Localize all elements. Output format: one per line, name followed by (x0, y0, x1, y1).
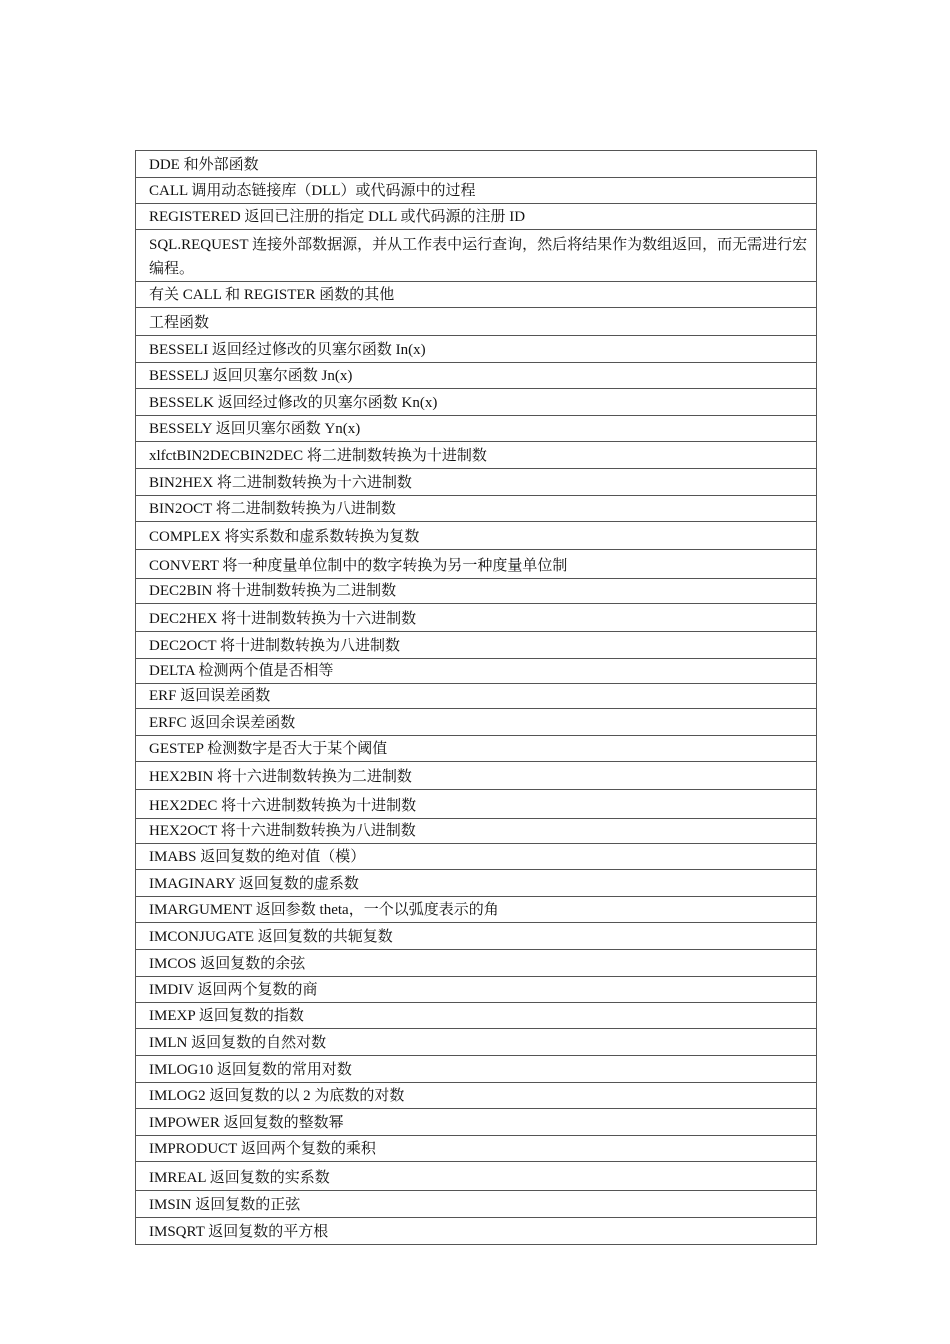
table-row (136, 579, 817, 604)
function-cell: HEX2DEC 将十六进制数转换为十进制数 (136, 790, 817, 819)
table-row (136, 977, 817, 1003)
function-cell: SQL.REQUEST 连接外部数据源，并从工作表中运行查询，然后将结果作为数组返回，而无需进行宏编程。 (136, 230, 817, 282)
function-cell: IMPRODUCT 返回两个复数的乘积 (136, 1136, 817, 1162)
function-cell: HEX2BIN 将十六进制数转换为二进制数 (136, 762, 817, 790)
function-cell: 工程函数 (136, 308, 817, 336)
function-cell: IMCONJUGATE 返回复数的共轭复数 (136, 923, 817, 950)
function-cell: IMLN 返回复数的自然对数 (136, 1029, 817, 1056)
table-row (136, 1191, 817, 1218)
function-cell: GESTEP 检测数字是否大于某个阈值 (136, 736, 817, 762)
table-row (136, 1136, 817, 1162)
function-cell: HEX2OCT 将十六进制数转换为八进制数 (136, 819, 817, 844)
table-row (136, 389, 817, 416)
table-row (136, 897, 817, 923)
function-cell: IMAGINARY 返回复数的虚系数 (136, 870, 817, 897)
function-cell: BIN2HEX 将二进制数转换为十六进制数 (136, 469, 817, 496)
function-cell: ERF 返回误差函数 (136, 684, 817, 709)
table-row (136, 1003, 817, 1029)
table-row (136, 1109, 817, 1136)
table-row (136, 950, 817, 977)
table-row (136, 870, 817, 897)
table-row (136, 282, 817, 308)
table-row (136, 762, 817, 790)
table-row (136, 496, 817, 522)
function-table-body (136, 151, 817, 1245)
function-cell: BESSELJ 返回贝塞尔函数 Jn(x) (136, 363, 817, 389)
table-row (136, 684, 817, 709)
table-row (136, 632, 817, 659)
function-cell: IMSIN 返回复数的正弦 (136, 1191, 817, 1218)
function-cell: BESSELY 返回贝塞尔函数 Yn(x) (136, 416, 817, 442)
table-row (136, 1056, 817, 1083)
table-row (136, 522, 817, 550)
function-cell: BESSELI 返回经过修改的贝塞尔函数 In(x) (136, 336, 817, 363)
table-row (136, 790, 817, 819)
table-row (136, 1083, 817, 1109)
table-row (136, 1029, 817, 1056)
function-cell: IMARGUMENT 返回参数 theta，一个以弧度表示的角 (136, 897, 817, 923)
function-cell: IMSQRT 返回复数的平方根 (136, 1218, 817, 1245)
table-row (136, 604, 817, 632)
function-cell: IMLOG2 返回复数的以 2 为底数的对数 (136, 1083, 817, 1109)
function-cell: IMCOS 返回复数的余弦 (136, 950, 817, 977)
function-cell: DEC2BIN 将十进制数转换为二进制数 (136, 579, 817, 604)
table-row (136, 736, 817, 762)
function-table (135, 150, 817, 1245)
table-row (136, 363, 817, 389)
function-cell: COMPLEX 将实系数和虚系数转换为复数 (136, 522, 817, 550)
function-cell: CALL 调用动态链接库（DLL）或代码源中的过程 (136, 178, 817, 204)
function-cell: DEC2OCT 将十进制数转换为八进制数 (136, 632, 817, 659)
function-cell: IMREAL 返回复数的实系数 (136, 1162, 817, 1191)
table-row (136, 204, 817, 230)
function-cell: IMDIV 返回两个复数的商 (136, 977, 817, 1003)
function-cell: DDE 和外部函数 (136, 151, 817, 178)
table-row (136, 416, 817, 442)
function-cell: IMLOG10 返回复数的常用对数 (136, 1056, 817, 1083)
function-cell: ERFC 返回余误差函数 (136, 709, 817, 736)
table-row (136, 923, 817, 950)
function-cell: CONVERT 将一种度量单位制中的数字转换为另一种度量单位制 (136, 550, 817, 579)
function-cell: DEC2HEX 将十进制数转换为十六进制数 (136, 604, 817, 632)
table-row (136, 1218, 817, 1245)
table-row (136, 844, 817, 870)
table-row (136, 709, 817, 736)
table-row (136, 178, 817, 204)
table-row (136, 336, 817, 363)
table-row (136, 550, 817, 579)
table-row (136, 1162, 817, 1191)
function-cell: DELTA 检测两个值是否相等 (136, 659, 817, 684)
table-row (136, 442, 817, 469)
function-cell: BIN2OCT 将二进制数转换为八进制数 (136, 496, 817, 522)
table-row (136, 151, 817, 178)
function-cell: IMPOWER 返回复数的整数幂 (136, 1109, 817, 1136)
function-cell: IMEXP 返回复数的指数 (136, 1003, 817, 1029)
table-row (136, 819, 817, 844)
table-row (136, 659, 817, 684)
function-cell: 有关 CALL 和 REGISTER 函数的其他 (136, 282, 817, 308)
function-cell: REGISTERED 返回已注册的指定 DLL 或代码源的注册 ID (136, 204, 817, 230)
function-cell: xlfctBIN2DECBIN2DEC 将二进制数转换为十进制数 (136, 442, 817, 469)
table-row (136, 308, 817, 336)
function-cell: IMABS 返回复数的绝对值（模） (136, 844, 817, 870)
function-cell: BESSELK 返回经过修改的贝塞尔函数 Kn(x) (136, 389, 817, 416)
table-row (136, 469, 817, 496)
table-row (136, 230, 817, 282)
